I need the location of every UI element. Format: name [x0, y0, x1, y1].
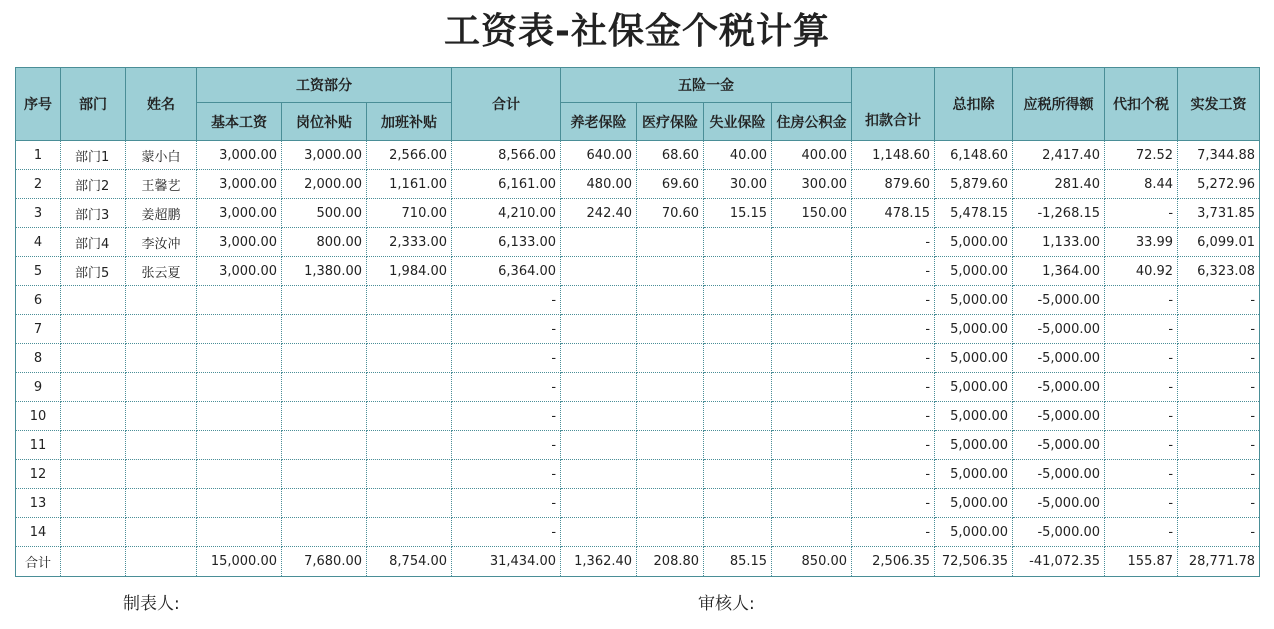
table-cell: 800.00 — [282, 228, 367, 257]
table-cell: 5,000.00 — [935, 431, 1013, 460]
table-cell — [126, 547, 197, 577]
header-dept: 部门 — [61, 68, 126, 141]
table-cell: 10 — [16, 402, 61, 431]
table-cell — [772, 373, 852, 402]
table-cell: 68.60 — [637, 141, 704, 170]
table-cell: 8 — [16, 344, 61, 373]
table-cell: 5,272.96 — [1178, 170, 1260, 199]
table-cell: 部门1 — [61, 141, 126, 170]
table-cell — [282, 431, 367, 460]
table-row — [16, 170, 1260, 199]
table-cell: 5,879.60 — [935, 170, 1013, 199]
table-cell — [637, 431, 704, 460]
table-cell: 7 — [16, 315, 61, 344]
table-cell — [126, 286, 197, 315]
table-cell: 28,771.78 — [1178, 547, 1260, 577]
header-total-deduct: 总扣除 — [935, 68, 1013, 141]
table-cell: 1,161.00 — [367, 170, 452, 199]
table-cell — [126, 460, 197, 489]
table-cell — [61, 460, 126, 489]
table-cell — [561, 489, 637, 518]
table-row — [16, 460, 1260, 489]
table-cell: 12 — [16, 460, 61, 489]
table-cell — [197, 315, 282, 344]
table-cell: - — [852, 373, 935, 402]
preparer-label: 制表人: — [123, 594, 180, 614]
table-cell: 1,362.40 — [561, 547, 637, 577]
table-cell: - — [452, 373, 561, 402]
table-cell: -5,000.00 — [1013, 344, 1105, 373]
table-cell: - — [852, 257, 935, 286]
table-cell — [197, 402, 282, 431]
table-cell: 李汝冲 — [126, 228, 197, 257]
table-cell: 部门5 — [61, 257, 126, 286]
table-cell: 710.00 — [367, 199, 452, 228]
header-taxable: 应税所得额 — [1013, 68, 1105, 141]
table-cell: 72.52 — [1105, 141, 1178, 170]
table-cell — [561, 257, 637, 286]
table-cell — [772, 228, 852, 257]
table-cell — [772, 257, 852, 286]
table-cell: 7,680.00 — [282, 547, 367, 577]
table-cell: - — [452, 344, 561, 373]
table-cell — [197, 431, 282, 460]
table-cell — [367, 518, 452, 547]
table-cell: -5,000.00 — [1013, 373, 1105, 402]
table-cell — [126, 344, 197, 373]
table-cell: 6,099.01 — [1178, 228, 1260, 257]
table-cell — [367, 373, 452, 402]
table-cell: 2,333.00 — [367, 228, 452, 257]
table-cell: 208.80 — [637, 547, 704, 577]
table-cell: 13 — [16, 489, 61, 518]
header-subtotal: 合计 — [452, 68, 561, 141]
table-row — [16, 315, 1260, 344]
header-medical: 医疗保险 — [637, 103, 704, 141]
table-cell — [561, 286, 637, 315]
table-cell — [61, 373, 126, 402]
table-cell: - — [1178, 431, 1260, 460]
table-cell — [704, 460, 772, 489]
table-cell — [704, 344, 772, 373]
table-cell: 5,000.00 — [935, 344, 1013, 373]
table-cell: 281.40 — [1013, 170, 1105, 199]
table-cell — [61, 344, 126, 373]
table-cell — [637, 489, 704, 518]
table-cell — [61, 286, 126, 315]
table-cell — [637, 402, 704, 431]
table-cell — [772, 344, 852, 373]
table-cell: - — [1178, 315, 1260, 344]
table-cell — [367, 402, 452, 431]
table-cell: 5,000.00 — [935, 460, 1013, 489]
table-cell — [126, 402, 197, 431]
table-cell: 300.00 — [772, 170, 852, 199]
table-cell: 3,000.00 — [197, 257, 282, 286]
table-cell — [367, 460, 452, 489]
table-cell: 242.40 — [561, 199, 637, 228]
table-cell — [561, 344, 637, 373]
table-cell: 6,161.00 — [452, 170, 561, 199]
table-cell: 6,133.00 — [452, 228, 561, 257]
table-cell: 31,434.00 — [452, 547, 561, 577]
table-cell: 3,000.00 — [282, 141, 367, 170]
table-cell: 640.00 — [561, 141, 637, 170]
table-cell: - — [452, 286, 561, 315]
table-cell — [637, 518, 704, 547]
table-cell — [561, 228, 637, 257]
table-cell — [282, 315, 367, 344]
table-cell: 部门4 — [61, 228, 126, 257]
header-overtime-allow: 加班补贴 — [367, 103, 452, 141]
table-cell: 480.00 — [561, 170, 637, 199]
table-cell: 8,754.00 — [367, 547, 452, 577]
header-tax: 代扣个税 — [1105, 68, 1178, 141]
table-cell: 15.15 — [704, 199, 772, 228]
header-insurance-group: 五险一金 — [561, 68, 852, 103]
table-cell: -5,000.00 — [1013, 286, 1105, 315]
table-cell — [197, 344, 282, 373]
table-row — [16, 489, 1260, 518]
table-cell — [772, 402, 852, 431]
table-cell: 蒙小白 — [126, 141, 197, 170]
table-cell: 4,210.00 — [452, 199, 561, 228]
table-cell: 3 — [16, 199, 61, 228]
table-cell — [704, 315, 772, 344]
table-cell: 5,478.15 — [935, 199, 1013, 228]
table-cell — [637, 257, 704, 286]
table-cell: - — [452, 489, 561, 518]
table-cell — [282, 518, 367, 547]
table-cell: -5,000.00 — [1013, 402, 1105, 431]
table-cell: 2,000.00 — [282, 170, 367, 199]
table-cell: -5,000.00 — [1013, 489, 1105, 518]
table-header — [16, 68, 1260, 141]
table-cell: - — [1105, 402, 1178, 431]
table-cell: 400.00 — [772, 141, 852, 170]
table-cell: 部门2 — [61, 170, 126, 199]
table-cell: - — [852, 460, 935, 489]
table-row — [16, 344, 1260, 373]
table-cell: 姜超鹏 — [126, 199, 197, 228]
table-cell — [197, 373, 282, 402]
table-cell: - — [452, 460, 561, 489]
table-cell — [637, 373, 704, 402]
table-cell: 40.00 — [704, 141, 772, 170]
table-cell — [282, 373, 367, 402]
table-cell — [704, 431, 772, 460]
table-cell: - — [1105, 460, 1178, 489]
table-cell: 3,000.00 — [197, 199, 282, 228]
table-cell — [61, 547, 126, 577]
table-cell — [197, 489, 282, 518]
table-cell — [126, 315, 197, 344]
table-cell: 9 — [16, 373, 61, 402]
table-cell: 69.60 — [637, 170, 704, 199]
table-cell — [772, 460, 852, 489]
table-cell: 6,364.00 — [452, 257, 561, 286]
table-row — [16, 373, 1260, 402]
table-cell: - — [1105, 344, 1178, 373]
table-cell: - — [1105, 373, 1178, 402]
table-cell: 70.60 — [637, 199, 704, 228]
table-cell — [61, 431, 126, 460]
table-cell: 2,566.00 — [367, 141, 452, 170]
table-cell: - — [852, 518, 935, 547]
table-cell — [561, 315, 637, 344]
table-cell: 30.00 — [704, 170, 772, 199]
table-cell: 1,380.00 — [282, 257, 367, 286]
table-cell — [367, 315, 452, 344]
header-pension: 养老保险 — [561, 103, 637, 141]
table-cell: - — [852, 228, 935, 257]
table-cell — [126, 373, 197, 402]
table-cell: - — [452, 431, 561, 460]
table-cell: 1,984.00 — [367, 257, 452, 286]
table-cell: - — [1178, 373, 1260, 402]
table-cell: 85.15 — [704, 547, 772, 577]
table-cell: - — [852, 315, 935, 344]
table-cell: 879.60 — [852, 170, 935, 199]
table-cell — [561, 518, 637, 547]
table-cell: - — [852, 402, 935, 431]
table-row — [16, 431, 1260, 460]
table-cell: - — [452, 402, 561, 431]
table-cell: 1,133.00 — [1013, 228, 1105, 257]
table-cell — [61, 489, 126, 518]
table-cell: 5,000.00 — [935, 518, 1013, 547]
table-cell — [197, 286, 282, 315]
table-cell — [561, 402, 637, 431]
table-cell: 3,731.85 — [1178, 199, 1260, 228]
table-cell — [367, 489, 452, 518]
table-cell — [282, 460, 367, 489]
table-cell: 2 — [16, 170, 61, 199]
reviewer-label: 审核人: — [698, 594, 755, 614]
table-cell: 5,000.00 — [935, 402, 1013, 431]
table-cell: - — [852, 344, 935, 373]
table-cell: 5,000.00 — [935, 286, 1013, 315]
table-cell: 850.00 — [772, 547, 852, 577]
table-row — [16, 257, 1260, 286]
header-post-allow: 岗位补贴 — [282, 103, 367, 141]
table-cell — [704, 257, 772, 286]
table-cell — [61, 315, 126, 344]
table-cell — [197, 460, 282, 489]
table-cell — [704, 228, 772, 257]
table-cell: - — [1105, 518, 1178, 547]
table-row — [16, 199, 1260, 228]
table-cell: 150.00 — [772, 199, 852, 228]
page-title: 工资表-社保金个税计算 — [444, 11, 830, 52]
table-cell: 6 — [16, 286, 61, 315]
table-cell: - — [452, 518, 561, 547]
table-cell: 1 — [16, 141, 61, 170]
table-cell — [61, 402, 126, 431]
table-cell — [126, 489, 197, 518]
header-unemployment: 失业保险 — [704, 103, 772, 141]
table-cell: 4 — [16, 228, 61, 257]
table-cell: -5,000.00 — [1013, 315, 1105, 344]
table-cell: - — [452, 315, 561, 344]
table-cell: -1,268.15 — [1013, 199, 1105, 228]
table-cell — [704, 489, 772, 518]
table-cell: 5,000.00 — [935, 315, 1013, 344]
table-cell — [561, 373, 637, 402]
table-cell — [637, 344, 704, 373]
header-seq: 序号 — [16, 68, 61, 141]
table-cell — [61, 518, 126, 547]
table-cell — [772, 431, 852, 460]
table-cell — [561, 431, 637, 460]
table-cell: - — [1105, 286, 1178, 315]
table-cell: 1,364.00 — [1013, 257, 1105, 286]
table-cell: 8.44 — [1105, 170, 1178, 199]
table-cell: 王馨艺 — [126, 170, 197, 199]
table-cell — [704, 373, 772, 402]
table-cell: 合计 — [16, 547, 61, 577]
table-cell: 11 — [16, 431, 61, 460]
table-cell — [367, 344, 452, 373]
table-cell: -5,000.00 — [1013, 431, 1105, 460]
table-cell — [637, 460, 704, 489]
table-cell: 8,566.00 — [452, 141, 561, 170]
table-cell: 33.99 — [1105, 228, 1178, 257]
table-cell: - — [1178, 489, 1260, 518]
table-cell: 5,000.00 — [935, 228, 1013, 257]
table-cell: 5,000.00 — [935, 489, 1013, 518]
table-cell: - — [1178, 286, 1260, 315]
table-cell: 3,000.00 — [197, 228, 282, 257]
table-cell — [197, 518, 282, 547]
table-cell: - — [1105, 489, 1178, 518]
table-cell: 2,417.40 — [1013, 141, 1105, 170]
header-base: 基本工资 — [197, 103, 282, 141]
table-cell — [772, 315, 852, 344]
table-cell — [637, 228, 704, 257]
header-net: 实发工资 — [1178, 68, 1260, 141]
header-deduct-sum: 扣款合计 — [852, 68, 935, 141]
table-cell: 1,148.60 — [852, 141, 935, 170]
table-cell — [126, 518, 197, 547]
table-cell: 155.87 — [1105, 547, 1178, 577]
table-cell: - — [1105, 199, 1178, 228]
table-row — [16, 141, 1260, 170]
table-cell — [772, 489, 852, 518]
table-cell: 7,344.88 — [1178, 141, 1260, 170]
table-cell: 张云夏 — [126, 257, 197, 286]
table-cell — [637, 286, 704, 315]
table-cell — [772, 518, 852, 547]
totals-row — [16, 547, 1260, 577]
table-cell: 5,000.00 — [935, 257, 1013, 286]
table-cell — [282, 286, 367, 315]
table-cell: 15,000.00 — [197, 547, 282, 577]
table-cell: 72,506.35 — [935, 547, 1013, 577]
table-cell — [637, 315, 704, 344]
table-cell: - — [852, 431, 935, 460]
table-cell: - — [1178, 402, 1260, 431]
table-cell: 6,148.60 — [935, 141, 1013, 170]
table-cell: 5 — [16, 257, 61, 286]
table-row — [16, 402, 1260, 431]
header-housing: 住房公积金 — [772, 103, 852, 141]
table-cell: 6,323.08 — [1178, 257, 1260, 286]
header-name: 姓名 — [126, 68, 197, 141]
table-cell — [704, 286, 772, 315]
table-cell: 部门3 — [61, 199, 126, 228]
table-cell: - — [852, 286, 935, 315]
table-body — [16, 141, 1260, 577]
table-cell — [282, 402, 367, 431]
salary-table — [15, 67, 1260, 577]
table-cell — [126, 431, 197, 460]
table-row — [16, 518, 1260, 547]
table-cell: -5,000.00 — [1013, 518, 1105, 547]
table-cell — [282, 344, 367, 373]
table-row — [16, 228, 1260, 257]
table-cell — [367, 431, 452, 460]
table-cell: - — [852, 489, 935, 518]
table-cell — [367, 286, 452, 315]
table-cell: 478.15 — [852, 199, 935, 228]
table-cell: 5,000.00 — [935, 373, 1013, 402]
table-cell — [561, 460, 637, 489]
table-cell: 500.00 — [282, 199, 367, 228]
table-cell: 3,000.00 — [197, 141, 282, 170]
table-cell: - — [1178, 344, 1260, 373]
table-cell: - — [1105, 315, 1178, 344]
table-cell: - — [1105, 431, 1178, 460]
table-cell — [772, 286, 852, 315]
table-cell: 40.92 — [1105, 257, 1178, 286]
table-cell — [282, 489, 367, 518]
table-cell: - — [1178, 518, 1260, 547]
header-salary-group: 工资部分 — [197, 68, 452, 103]
table-cell: 14 — [16, 518, 61, 547]
table-cell: -5,000.00 — [1013, 460, 1105, 489]
table-row — [16, 286, 1260, 315]
table-cell: - — [1178, 460, 1260, 489]
table-cell — [704, 402, 772, 431]
table-cell: 2,506.35 — [852, 547, 935, 577]
table-cell — [704, 518, 772, 547]
table-cell: -41,072.35 — [1013, 547, 1105, 577]
table-cell: 3,000.00 — [197, 170, 282, 199]
